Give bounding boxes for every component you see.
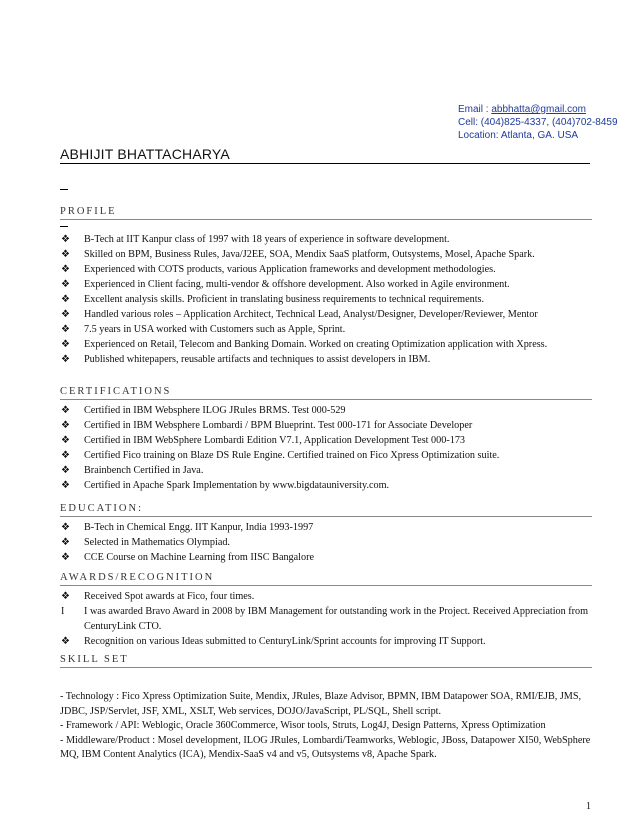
list-item bbox=[60, 352, 592, 367]
list-item-text: Certified in IBM Websphere Lombardi / BPM Blueprint. Test 000-171 for Associate Developer bbox=[84, 420, 473, 431]
certifications-list bbox=[60, 403, 592, 493]
certifications-heading: CERTIFICATIONS bbox=[60, 386, 592, 400]
list-item-text: Published whitepapers, reusable artifacts and techniques to assist developers in IBM. bbox=[84, 354, 431, 365]
list-item-text: Experienced on Retail, Telecom and Banking Domain. Worked on creating Optimization application with Xpress. bbox=[84, 339, 548, 350]
list-item bbox=[60, 634, 592, 649]
divider-dash bbox=[60, 189, 68, 190]
awards-list bbox=[60, 589, 592, 649]
list-item-text: Handled various roles – Application Architect, Technical Lead, Analyst/Designer, Developer/Reviewer, Mentor bbox=[84, 309, 538, 320]
list-item bbox=[60, 535, 592, 550]
list-item bbox=[60, 520, 592, 535]
list-item bbox=[60, 433, 592, 448]
list-item-text: B-Tech at IIT Kanpur class of 1997 with 18 years of experience in software development. bbox=[84, 234, 450, 245]
bullet-icon: ❖ bbox=[61, 324, 70, 335]
list-item-text: Excellent analysis skills. Proficient in translating business requirements to technical requirements. bbox=[84, 294, 485, 305]
bullet-icon: ❖ bbox=[61, 279, 70, 290]
list-item bbox=[60, 604, 592, 634]
bullet-icon: ❖ bbox=[61, 339, 70, 350]
list-item-text: Certified Fico training on Blaze DS Rule Engine. Certified trained on Fico Xpress Optimization suite. bbox=[84, 450, 500, 461]
bullet-icon: ❖ bbox=[61, 522, 70, 533]
list-item bbox=[60, 463, 592, 478]
name-header bbox=[60, 146, 590, 164]
bullet-icon: ❖ bbox=[61, 405, 70, 416]
skills-heading: SKILL SET bbox=[60, 654, 592, 668]
list-item bbox=[60, 550, 592, 565]
divider-dash bbox=[60, 226, 68, 227]
bullet-icon: ❖ bbox=[61, 309, 70, 320]
awards-section bbox=[60, 572, 592, 649]
email-label: Email : bbox=[458, 104, 492, 115]
email-link[interactable]: abbhatta@gmail.com bbox=[491, 104, 586, 115]
list-item-text: Recognition on various Ideas submitted to CenturyLink/Sprint accounts for improving IT Support. bbox=[84, 636, 486, 647]
location-line: Location: Atlanta, GA. USA bbox=[458, 130, 579, 141]
list-item-text: Brainbench Certified in Java. bbox=[84, 465, 204, 476]
bullet-icon: ❖ bbox=[61, 264, 70, 275]
list-item bbox=[60, 247, 592, 262]
bullet-icon: ❖ bbox=[61, 354, 70, 365]
list-item bbox=[60, 589, 592, 604]
bullet-icon: ❖ bbox=[61, 420, 70, 431]
bullet-icon: ❖ bbox=[61, 636, 70, 647]
skill-line: - Technology : Fico Xpress Optimization Suite, Mendix, JRules, Blaze Advisor, BPMN, IBM Datapower SOA, RMI/EJB, JMS, JDBC, JSP/Servlet, JSF, XML, XSLT, Web services, DOJO/JavaScript, PL/SQL, Shell script. bbox=[60, 691, 582, 717]
skill-line: - Middleware/Product : Mosel development, ILOG JRules, Lombardi/Teamworks, Weblogic, JBoss, Datapower XI50, WebSphere MQ, IBM Content Analytics (ICA), Mendix-SaaS v4 and v5, Outsystems v8, Apache Spark. bbox=[60, 734, 591, 760]
list-item-text: CCE Course on Machine Learning from IISC Bangalore bbox=[84, 552, 315, 563]
list-item bbox=[60, 448, 592, 463]
profile-heading: PROFILE bbox=[60, 206, 592, 220]
list-item bbox=[60, 478, 592, 493]
list-item bbox=[60, 307, 592, 322]
education-section bbox=[60, 503, 592, 565]
list-item bbox=[60, 403, 592, 418]
bullet-icon: ❖ bbox=[61, 435, 70, 446]
list-item bbox=[60, 322, 592, 337]
profile-section bbox=[60, 206, 592, 367]
bullet-icon: ❖ bbox=[61, 234, 70, 245]
bullet-icon: ❖ bbox=[61, 450, 70, 461]
skills-section bbox=[60, 654, 592, 763]
list-item bbox=[60, 277, 592, 292]
bullet-icon: ❖ bbox=[61, 537, 70, 548]
list-item bbox=[60, 418, 592, 433]
list-item-text: Experienced in Client facing, multi-vendor & offshore development. Also worked in Agile environment. bbox=[84, 279, 510, 290]
list-item-text: 7.5 years in USA worked with Customers such as Apple, Sprint. bbox=[84, 324, 346, 335]
list-item-text: Experienced with COTS products, various Application frameworks and development methodologies. bbox=[84, 264, 496, 275]
list-item-text: Skilled on BPM, Business Rules, Java/J2EE, SOA, Mendix SaaS platform, Outsystems, Mosel, Apache Spark. bbox=[84, 249, 535, 260]
list-item-text: I was awarded Bravo Award in 2008 by IBM Management for outstanding work in the Project. Received Appreciation from CenturyLink CTO. bbox=[84, 606, 589, 632]
list-item-text: Received Spot awards at Fico, four times. bbox=[84, 591, 255, 602]
bullet-icon: ❖ bbox=[61, 294, 70, 305]
candidate-name: ABHIJIT BHATTACHARYA bbox=[60, 146, 590, 164]
list-item-text: Certified in Apache Spark Implementation by www.bigdatauniversity.com. bbox=[84, 480, 390, 491]
bullet-icon: ❖ bbox=[61, 480, 70, 491]
bullet-icon: ❖ bbox=[61, 249, 70, 260]
education-list bbox=[60, 520, 592, 565]
contact-block bbox=[458, 103, 636, 142]
skills-lines bbox=[60, 690, 592, 763]
list-item bbox=[60, 262, 592, 277]
bullet-icon: ❖ bbox=[61, 465, 70, 476]
bullet-icon: I bbox=[61, 606, 65, 617]
education-heading: EDUCATION: bbox=[60, 503, 592, 517]
list-item-text: Certified in IBM Websphere ILOG JRules BRMS. Test 000-529 bbox=[84, 405, 346, 416]
profile-list bbox=[60, 232, 592, 367]
page-number: 1 bbox=[586, 801, 591, 812]
awards-heading: AWARDS/RECOGNITION bbox=[60, 572, 592, 586]
list-item bbox=[60, 337, 592, 352]
list-item bbox=[60, 292, 592, 307]
list-item-text: Selected in Mathematics Olympiad. bbox=[84, 537, 230, 548]
list-item-text: Certified in IBM WebSphere Lombardi Edition V7.1, Application Development Test 000-173 bbox=[84, 435, 466, 446]
cell-line: Cell: (404)825-4337, (404)702-8459 bbox=[458, 117, 618, 128]
list-item-text: B-Tech in Chemical Engg. IIT Kanpur, India 1993-1997 bbox=[84, 522, 314, 533]
bullet-icon: ❖ bbox=[61, 591, 70, 602]
certifications-section bbox=[60, 386, 592, 493]
bullet-icon: ❖ bbox=[61, 552, 70, 563]
skill-line: - Framework / API: Weblogic, Oracle 360Commerce, Wisor tools, Struts, Log4J, Design Patterns, Xpress Optimization bbox=[60, 720, 546, 731]
email-line bbox=[458, 103, 636, 116]
list-item bbox=[60, 232, 592, 247]
